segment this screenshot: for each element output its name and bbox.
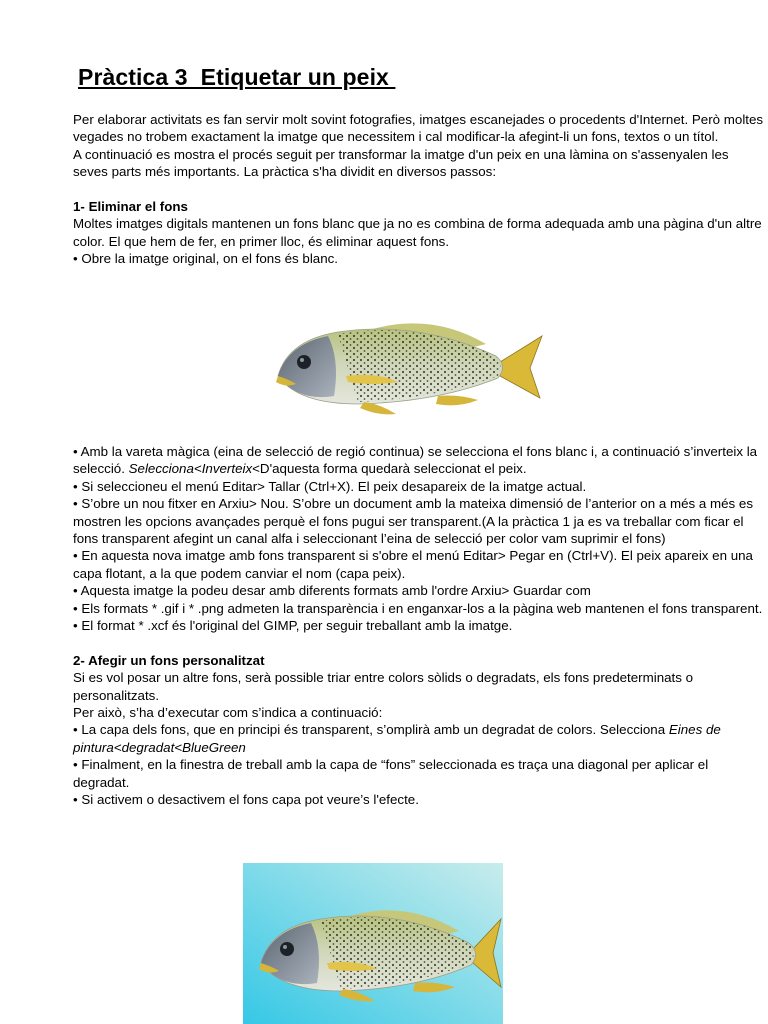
step-paste: • En aquesta nova imatge amb fons transparent si s'obre el menú Editar> Pegar en (Ctrl+V). El peix apareix en una capa flotant, a la que podem canviar el nom (capa peix). [73,548,753,581]
section-2-bullet-gradient-menu-path: Eines de pintura<degradat<BlueGreen [73,722,721,755]
section-2-bullet-toggle: • Si activem o desactivem el fons capa pot veure’s l'efecte. [73,792,419,808]
section-2-heading: 2- Afegir un fons personalitzat [73,652,265,668]
section-1-heading: 1- Eliminar el fons [73,199,188,215]
page-title: Pràctica 3 Etiquetar un peix [78,64,396,90]
section-1-paragraph: Moltes imatges digitals mantenen un fons blanc que ja no es combina de forma adequada amb una pàgina d'un altre color. El que hem de fer, en primer lloc, és eliminar aquest fons. [73,216,762,249]
fish-illustration [268,310,544,424]
step-formats: • Els formats * .gif i * .png admeten la transparència i en enganxar-los a la pàgina web mantenen el fons transparent. [73,600,763,616]
intro-paragraph-2: A continuació es mostra el procés seguit per transformar la imatge d'un peix en una làmina on s'assenyalen les seves parts més importants. La pràctica s'ha dividit en diversos passos: [73,146,729,180]
fish-image-gradient [243,863,503,1024]
fish-image-original [268,310,544,424]
step-cut: • Si seleccioneu el menú Editar> Tallar (Ctrl+X). El peix desapareix de la imatge actual. [73,478,587,494]
section-2-intro-line: Per això, s’ha d’executar com s’indica a continuació: [73,705,383,721]
section-1-bullet-open: • Obre la imatge original, on el fons és blanc. [73,251,339,267]
intro-paragraph-1: Per elaborar activitats es fan servir molt sovint fotografies, imatges escanejades o procedents d'Internet. Però moltes vegades no trobem exactament la imatge que necessitem i cal modificar-la afegint-li un fons, textos o un títol. [73,112,764,145]
step-save: • Aquesta imatge la podeu desar amb diferents formats amb l'ordre Arxiu> Guardar com [73,583,591,599]
step-magic-wand-text: • Amb la vareta màgica (eina de selecció de regió continua) se selecciona el fons blanc i, a continuació s’inverteix la selecció. [73,444,758,477]
step-magic-wand-suffix: <D'aquesta forma quedarà seleccionat el peix. [252,461,527,477]
section-2-paragraph: Si es vol posar un altre fons, serà possible triar entre colors sòlids o degradats, els fons predeterminats o personalitzats. [73,670,694,703]
step-xcf: • El format * .xcf és l'original del GIMP, per seguir treballant amb la imatge. [73,618,513,634]
step-magic-wand-menu-path: Selecciona<Inverteix [128,461,253,477]
text-block-intro [73,111,765,268]
section-2-bullet-diagonal: • Finalment, en la finestra de treball amb la capa de “fons” seleccionada es traça una diagonal per aplicar el degradat. [73,757,709,790]
section-2-bullet-gradient [73,721,765,756]
step-magic-wand [73,443,765,478]
section-2-bullet-gradient-text: • La capa dels fons, que en principi és transparent, s’omplirà amb un degradat de colors. Selecciona [73,722,669,738]
fish-gradient-illustration [243,863,503,1024]
text-block-steps [73,443,765,809]
step-new-file: • S’obre un nou fitxer en Arxiu> Nou. S’obre un document amb la mateixa dimensió de l’anterior on a més a més es mostren les opcions avançades perquè el fons pugui ser transparent.(A la pràctica 1 ja es va treballar com ficar el fons transparent afegint un canal alfa i seleccionant l’eina de selecció per color vam suprimir el fons) [73,496,754,547]
